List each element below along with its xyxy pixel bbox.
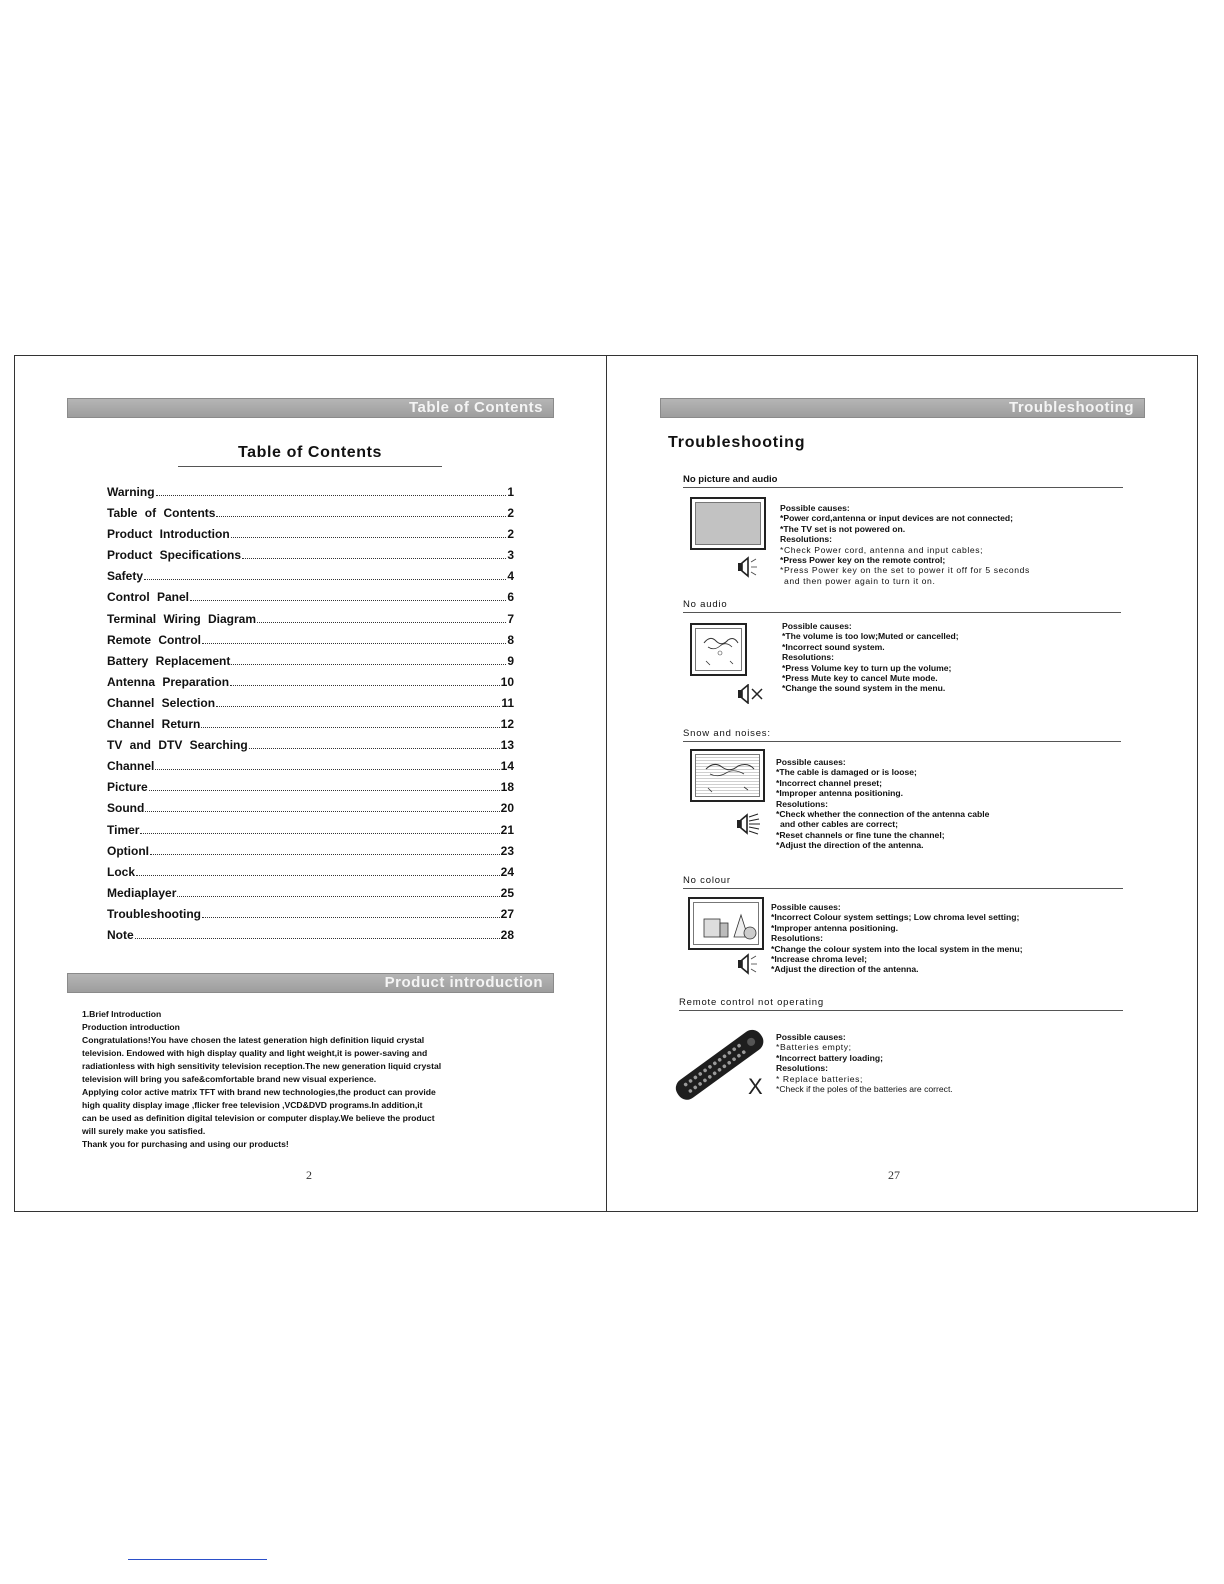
footer-link-line <box>128 1559 267 1560</box>
page-divider <box>606 355 607 1212</box>
toc-banner: Table of Contents <box>67 398 554 418</box>
section-text-no-audio: Possible causes: *The volume is too low;Muted or cancelled; *Incorrect sound system. Resolutions: *Press Volume key to turn up the volume; *Press Mute key to cancel Mute mode. *Change the sound system in the menu. <box>782 621 959 694</box>
intro-line: Congratulations!You have chosen the latest generation high definition liquid crystal <box>82 1035 425 1045</box>
intro-line: radiationless with high sensitivity television reception.The new generation liquid crystal <box>82 1061 442 1071</box>
snowy-picture-illustration <box>690 749 765 802</box>
toc-entry[interactable]: Antenna Preparation 10 <box>107 674 514 689</box>
toc-title: Table of Contents <box>178 444 442 467</box>
toc-entry[interactable]: Table of Contents 2 <box>107 506 514 521</box>
toc-entry[interactable]: TV and DTV Searching 13 <box>107 738 514 753</box>
mute-speaker-icon <box>737 684 765 704</box>
toc-entry[interactable]: Channel Return 12 <box>107 717 514 732</box>
intro-banner: Product introduction <box>67 973 554 993</box>
toc-entry[interactable]: Terminal Wiring Diagram 7 <box>107 611 514 626</box>
toc-list <box>107 485 514 949</box>
page-number-left: 2 <box>306 1168 312 1182</box>
toc-entry[interactable]: Product Introduction 2 <box>107 527 514 542</box>
intro-line: Applying color active matrix TFT with brand new technologies,the product can provide <box>82 1087 436 1097</box>
section-heading-no-audio: No audio <box>683 599 1121 613</box>
intro-line: television. Endowed with high display quality and light weight,it is power-saving and <box>82 1048 428 1058</box>
section-text-no-colour: Possible causes: *Incorrect Colour system settings; Low chroma level setting; *Improper antenna positioning. Resolutions: *Change the colour system into the local system in the menu; *Increase chroma level; *Adjust the direction of the antenna. <box>771 902 1023 975</box>
intro-text <box>82 1008 502 1151</box>
section-heading-remote: Remote control not operating <box>679 997 1123 1011</box>
toc-entry[interactable]: Remote Control 8 <box>107 632 514 647</box>
toc-entry[interactable]: Timer 21 <box>107 822 514 837</box>
intro-line: Thank you for purchasing and using our products! <box>82 1139 289 1149</box>
toc-entry[interactable]: Picture 18 <box>107 780 514 795</box>
toc-entry[interactable]: Note 28 <box>107 927 514 942</box>
shapes-picture-illustration <box>688 897 764 950</box>
section-text-no-picture: Possible causes: *Power cord,antenna or input devices are not connected; *The TV set is not powered on. Resolutions: *Check Power cord, antenna and input cables; *Press Power key on the remote control; *Press Power key on the set to power it off for 5 seconds and then power again to turn it on. <box>780 503 1030 586</box>
toc-entry[interactable]: Lock 24 <box>107 864 514 879</box>
intro-line: high quality display image ,flicker free television ,VCD&DVD programs.In addition,it <box>82 1100 423 1110</box>
troubleshooting-banner: Troubleshooting <box>660 398 1145 418</box>
toc-entry[interactable]: Warning 1 <box>107 485 514 499</box>
noise-speaker-icon <box>736 811 762 837</box>
toc-entry[interactable]: Channel 14 <box>107 759 514 774</box>
x-mark-icon: X <box>748 1074 763 1099</box>
toc-entry[interactable]: Product Specifications 3 <box>107 548 514 563</box>
section-text-snow: Possible causes: *The cable is damaged or is loose; *Incorrect channel preset; *Improper antenna positioning. Resolutions: *Check whether the connection of the antenna cable and other cables are correct; *Reset channels or fine tune the channel; *Adjust the direction of the antenna. <box>776 757 990 851</box>
intro-line: can be used as definition digital television or computer display.We believe the product <box>82 1113 435 1123</box>
troubleshooting-title: Troubleshooting <box>668 434 806 451</box>
section-text-remote: Possible causes: *Batteries empty; *Incorrect battery loading; Resolutions: * Replace batteries; *Check if the poles of the batteries are correct. <box>776 1032 953 1095</box>
section-heading-no-colour: No colour <box>683 875 1123 889</box>
section-heading-no-picture: No picture and audio <box>683 474 1123 488</box>
toc-entry[interactable]: Control Panel 6 <box>107 590 514 605</box>
toc-entry[interactable]: Mediaplayer 25 <box>107 885 514 900</box>
section-heading-snow: Snow and noises: <box>683 728 1121 742</box>
toc-entry[interactable]: Battery Replacement 9 <box>107 653 514 668</box>
toc-entry[interactable]: OptionI 23 <box>107 843 514 858</box>
intro-line: 1.Brief Introduction <box>82 1009 162 1019</box>
intro-line: television will bring you safe&comfortable brand new visual experience. <box>82 1074 377 1084</box>
toc-entry[interactable]: Safety 4 <box>107 569 514 584</box>
speaker-icon <box>737 556 761 578</box>
page-number-right: 27 <box>888 1168 900 1182</box>
blank-screen-illustration <box>690 497 766 550</box>
intro-line: Production introduction <box>82 1022 180 1032</box>
intro-line: will surely make you satisfied. <box>82 1126 206 1136</box>
toc-entry[interactable]: Troubleshooting 27 <box>107 906 514 921</box>
speaker-icon <box>737 953 761 975</box>
tv-picture-illustration <box>690 623 747 676</box>
toc-entry[interactable]: Channel Selection 11 <box>107 695 514 710</box>
toc-entry[interactable]: Sound 20 <box>107 801 514 816</box>
